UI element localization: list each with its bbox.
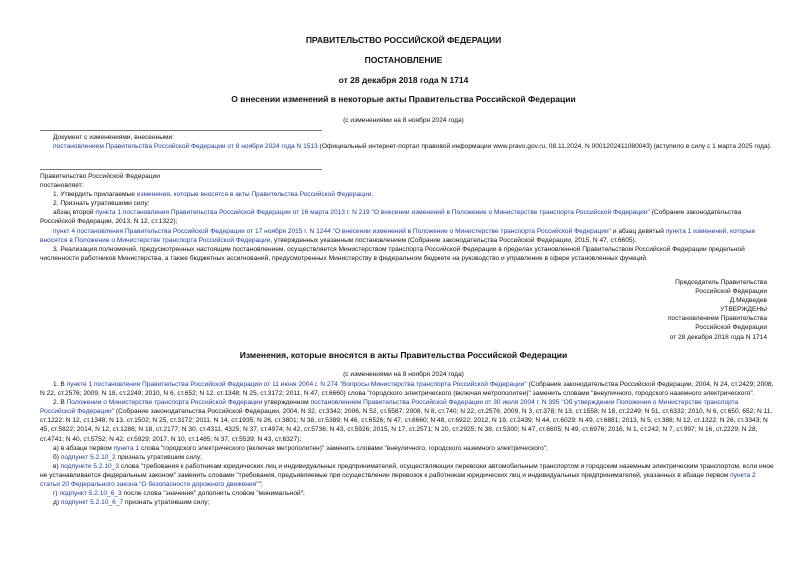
annex-item-2b (40, 453, 775, 462)
document-type: ПОСТАНОВЛЕНИЕ (364, 55, 443, 65)
changes-bottom-rule (40, 169, 322, 170)
sub-v-text: слова "требования к работникам юридических лиц и индивидуальных предпринимателей, осуществляющих перевозки автомобильным транспортом и городским наземным электрическим транспортом, если иное не устанавливается федеральным законом" заменить словами "требования, предъявляемые при осуществлении перевозок к работникам юридических лиц и индивидуальных предпринимателей, указанных в абзаце первом (40, 462, 774, 479)
item2b-mid: и абзац девятый (610, 227, 666, 235)
changes-text (40, 142, 775, 151)
sub-v-end: "; (258, 481, 263, 489)
annex-edition: (с изменениями на 8 ноября 2024 года) (343, 371, 464, 378)
sub-d-prefix: д) (53, 499, 61, 507)
signature-country: Российской Федерации (695, 288, 767, 296)
changes-intro: Документ с изменениями, внесенными: (53, 134, 175, 141)
signature-position: Председатель Правительства (675, 279, 767, 286)
approved-date: от 28 декабря 2018 года N 1714 (669, 333, 767, 341)
sub-d-suffix: признать утратившим силу; (123, 499, 210, 507)
changes-rest: (Официальный интернет-портал правовой информации www.pravo.gov.ru, 08.11.2024, N 0001202411080043) (вступило в силу с 1 марта 2025 года). (317, 143, 772, 151)
annex-item-1 (40, 380, 775, 398)
changes-top-rule (40, 130, 322, 131)
signature-name: Д.Медведев (729, 297, 767, 305)
changes-annex-link[interactable]: изменения, которые вносятся в акты Правительства Российской Федерации (136, 191, 372, 199)
annex2-prefix: 2. В (53, 399, 67, 407)
changes-box (40, 133, 775, 151)
sub-a-prefix: а) в абзаце первом (53, 444, 114, 452)
amending-act-link[interactable]: постановлением Правительства Российской Федерации от 8 ноября 2024 года N 1513 (53, 143, 318, 151)
subpoint-5-2-10-3-link[interactable]: подпункте 5.2.10_3 (60, 462, 120, 470)
item2a-prefix: абзац второй (53, 209, 96, 217)
sub-g-prefix: г) (53, 490, 60, 498)
document-title: О внесении изменений в некоторые акты Правительства Российской Федерации (231, 94, 576, 104)
point-1-link[interactable]: пункта 1 (113, 444, 140, 452)
annex-title: Изменения, которые вносятся в акты Правительства Российской Федерации (239, 350, 568, 360)
item2b-suffix: , утвержденных указанным постановлением (Собрание законодательства Российской Федерации, 2015, N 47, ст.6605). (270, 236, 637, 244)
signature-block (668, 278, 767, 342)
sub-b-suffix: признать утратившим силу; (115, 453, 202, 461)
annex1-suffix: (Собрание законодательства Российской Федерации, 2004, N 24, ст.2429; 2008, N 22, ст.2576; 2009, N 18, ст.2249; 2010, N 6, ст.652; N 12, ст.1348; N 25, ст.3172; 2011, N 47, ст.6660) слова "городского электрического (включая метрополитен)" заменить словами "внеуличного, городского наземного электрического". (40, 381, 774, 398)
sub-g-suffix: после слова "значения" дополнить словом "минимальной"; (121, 490, 305, 498)
decree-1244-changes-link[interactable]: пункта 1 изменений, которые вносятся в Положение о Министерстве транспорта Российской Федерации (40, 227, 756, 244)
annex-item-2d (40, 498, 775, 507)
decree-219-link[interactable]: пункта 1 постановления Правительства Российской Федерации от 16 марта 2013 г. N 219 "О внесении изменений в Положение о Министерстве транспорта Российской Федерации" (95, 209, 650, 217)
sub-v-prefix: в) (53, 462, 61, 470)
sub-a-suffix: слова "городского электрического (включая метрополитен)" заменить словами "внеуличного, городского наземного электрического"; (139, 444, 548, 452)
body-government: Правительство Российской Федерации (40, 173, 160, 180)
body-item-2: 2. Признать утратившими силу: (53, 200, 150, 208)
decree-body (40, 172, 775, 263)
body-item-2-b (40, 227, 775, 245)
sub-b-prefix: б) (53, 453, 61, 461)
annex2-mid: утвержденном (262, 399, 311, 407)
ministry-regulation-link[interactable]: Положении о Министерстве транспорта Российской Федерации (66, 399, 263, 407)
decree-274-link[interactable]: пункте 1 постановления Правительства Российской Федерации от 11 июня 2004 г. N 274 "Вопросы Министерства транспорта Российской Федерации" (66, 381, 527, 388)
body-item-2-a (40, 208, 775, 226)
item2a-suffix: (Собрание законодательства Российской Федерации, 2013, N 12, ст.1322); (40, 209, 742, 226)
decree-1244-link[interactable]: пункт 4 постановления Правительства Российской Федерации от 17 ноября 2015 г. N 1244 "О внесении изменений в Положение о Министерстве транспорта Российской Федерации" (53, 227, 611, 235)
subpoint-5-2-10-2-link[interactable]: подпункт 5.2.10_2 (60, 453, 116, 461)
document-date-number: от 28 декабря 2018 года N 1714 (338, 75, 469, 85)
item1-suffix: . (371, 191, 374, 199)
body-item-3: 3. Реализация полномочий, предусмотренных настоящим постановлением, осуществляется Министерством транспорта Российской Федерации в пределах установленной Правительством Российской Федерации предельной численности работников Министерства, а также бюджетных ассигнований, предусмотренных Министерству в федеральном бюджете на руководство и управление в сфере установленных функций. (40, 245, 745, 262)
road-safety-law-link[interactable]: пункта 2 статьи 20 Федерального закона "О безопасности дорожного движения" (40, 471, 756, 489)
approved-by: постановлением Правительства (667, 315, 767, 323)
edition-note: (с изменениями на 8 ноября 2024 года) (343, 117, 464, 124)
body-decrees: постановляет: (40, 182, 84, 190)
annex-item-2a (40, 444, 775, 453)
approved-country: Российской Федерации (695, 324, 767, 332)
annex-item-2g (40, 489, 775, 498)
body-item-1 (40, 190, 775, 199)
subpoint-5-2-10-6-3-link[interactable]: подпункт 5.2.10_6_3 (59, 490, 122, 498)
annex-item-2 (40, 398, 775, 443)
decree-395-link[interactable]: постановлением Правительства Российской Федерации от 30 июля 2004 г. N 395 "Об утверждении Положения о Министерстве транспорта Российской Федерации" (40, 399, 739, 416)
annex-body (40, 380, 775, 507)
annex1-prefix: 1. В (53, 381, 67, 388)
government-heading: ПРАВИТЕЛЬСТВО РОССИЙСКОЙ ФЕДЕРАЦИИ (305, 35, 502, 45)
item1-prefix: 1. Утвердить прилагаемые (53, 191, 137, 199)
annex-item-2v (40, 462, 775, 489)
subpoint-5-2-10-6-7-link[interactable]: подпункт 5.2.10_6_7 (60, 499, 124, 507)
approved-label: УТВЕРЖДЕНЫ (720, 306, 767, 314)
annex2-suffix: (Собрание законодательства Российской Федерации, 2004, N 32, ст.3342; 2006, N 52, ст.5587; 2008, N 8, ст.740; N 22, ст.2576; 2009, N 3, ст.378; N 13, ст.1558; N 18, ст.2249; N 51, ст.6332; 2010, N 6, ст.650, 652; N 11, ст.1222; N 12, ст.1348; N 13, ст.1502; N 25, ст.3172; 2011, N 14, ст.1935; N 26, ст.3801; N 38, ст.5389; N 46, ст.6526; N 47, ст.6660; N 48, ст.6922; 2012, N 19, ст.2439; N 44, ст.6029; N 49, ст.6881; 2013, N 5, ст.388; N 12, ст.1322; N 26, ст.3343; N 45, ст.5822; 2014, N 12, ст.1286; N 18, ст.2177; N 30, ст.4311, 4325; N 37, ст.4974; N 42, ст.5736; N 43, ст.5926; 2015, N 17, ст.2571; N 20, ст.2925; N 38, ст.5300; N 47, ст.6605; N 49, ст.6976; 2016, N 1, ст.242; N 7, ст.997; N 16, ст.2229; N 28, ст.4741; N 40, ст.5752; N 42, ст.5929; 2017, N 10, ст.1485; N 37, ст.5539; N 43, ст.6327): (40, 408, 773, 443)
